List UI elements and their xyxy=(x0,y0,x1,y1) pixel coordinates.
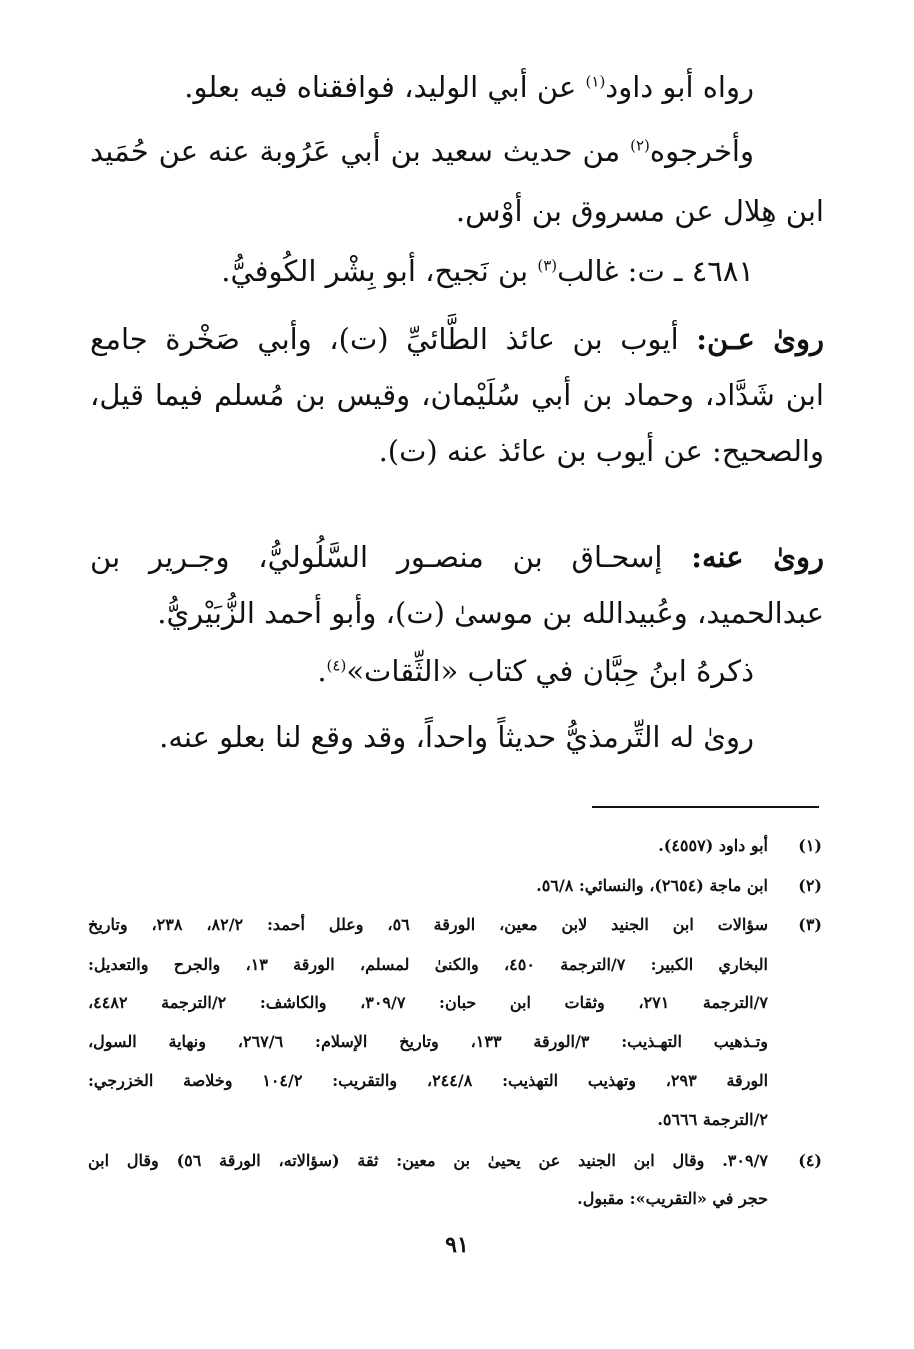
entry-heading xyxy=(90,250,754,292)
footnote-separator xyxy=(592,806,819,808)
text-run: ٤٦٨١ ـ ت: غالب xyxy=(557,254,754,288)
paragraph-2-line-1 xyxy=(90,130,754,172)
footnote-3-line-4: وتـذهيب التهـذيب: ٣/الورقة ١٣٣، وتاريخ الإسلام: ٢٦٧/٦، ونهاية السول، xyxy=(88,1032,768,1051)
section-label-rawa-anhu: روىٰ عنه: xyxy=(691,540,824,574)
text-run: . xyxy=(317,654,327,688)
footnote-ref-2: (٢) xyxy=(630,136,650,155)
page-number: ٩١ xyxy=(445,1232,469,1258)
footnote-ref-4: (٤) xyxy=(326,656,347,675)
rawa-anhu-line-1 xyxy=(90,536,824,578)
footnote-3-line-3: ٧/الترجمة ٢٧١، وثقات ابن حبان: ٣٠٩/٧، والكاشف: ٢/الترجمة ٤٤٨٢، xyxy=(88,993,768,1012)
paragraph-1-line-1 xyxy=(90,66,754,108)
text-run: إسحـاق بن منصـور السَّلُوليُّ، وجـرير بن xyxy=(90,540,692,574)
footnote-ref-1: (١) xyxy=(585,72,606,91)
footnote-2-line-1: ابن ماجة (٢٦٥٤)، والنسائي: ٥٦/٨. xyxy=(536,876,768,895)
paragraph-2-line-2: ابن هِلال عن مسروق بن أوْس. xyxy=(455,194,824,228)
dhakarahu-line xyxy=(90,650,754,692)
text-run: وأخرجوه xyxy=(649,134,754,168)
rawa-an-line-1 xyxy=(90,318,824,360)
footnote-1-line-1: أبو داود (٤٥٥٧). xyxy=(658,836,768,855)
footnote-4-line-2: حجر في «التقريب»: مقبول. xyxy=(577,1189,768,1208)
section-label-rawa-an: روىٰ عـن: xyxy=(696,322,824,356)
text-run: بن نَجيح، أبو بِشْر الكُوفيُّ. xyxy=(221,254,538,288)
footnote-ref-3: (٣) xyxy=(537,256,558,275)
text-run: رواه أبو داود xyxy=(605,70,754,104)
footnote-4-number: (٤) xyxy=(798,1151,822,1170)
text-run: من حديث سعيد بن أبي عَرُوبة عنه عن حُمَيد xyxy=(90,134,631,168)
footnote-2-number: (٢) xyxy=(798,876,822,895)
footnote-1-number: (١) xyxy=(798,836,822,855)
text-run: ذكرهُ ابنُ حِبَّان في كتاب «الثِّقات» xyxy=(346,654,754,688)
text-run: عن أبي الوليد، فوافقناه فيه بعلو. xyxy=(184,70,586,104)
footnote-3-line-1: سؤالات ابن الجنيد لابن معين، الورقة ٥٦، وعلل أحمد: ٨٢/٢، ٢٣٨، وتاريخ xyxy=(88,915,769,934)
rawa-anhu-line-2: عبدالحميد، وعُبيدالله بن موسىٰ (ت)، وأبو أحمد الزُّبَيْريُّ. xyxy=(157,596,824,630)
footnote-3-number: (٣) xyxy=(798,915,822,934)
footnote-3-line-6: ٢/الترجمة ٥٦٦٦. xyxy=(657,1110,768,1129)
rawa-an-line-2: ابن شَدَّاد، وحماد بن أبي سُلَيْمان، وقيس بن مُسلم فيما قيل، xyxy=(90,378,824,412)
text-run: أيوب بن عائذ الطَّائيِّ (ت)، وأبي صَخْرة جامع xyxy=(90,322,697,356)
footnote-3-line-2: البخاري الكبير: ٧/الترجمة ٤٥٠، والكنىٰ لمسلم، الورقة ١٣، والجرح والتعديل: xyxy=(88,955,769,974)
footnote-3-line-5: الورقة ٢٩٣، وتهذيب التهذيب: ٢٤٤/٨، والتقريب: ١٠٤/٢ وخلاصة الخزرجي: xyxy=(88,1071,769,1090)
rawa-an-line-3: والصحيح: عن أيوب بن عائذ عنه (ت). xyxy=(378,434,824,468)
rawa-lahu-line: روىٰ له التِّرمذيُّ حديثاً واحداً، وقد وقع لنا بعلو عنه. xyxy=(159,720,754,754)
footnote-4-line-1: ٣٠٩/٧. وقال ابن الجنيد عن يحيىٰ بن معين: ثقة (سؤالاته، الورقة ٥٦) وقال ابن xyxy=(88,1151,768,1170)
